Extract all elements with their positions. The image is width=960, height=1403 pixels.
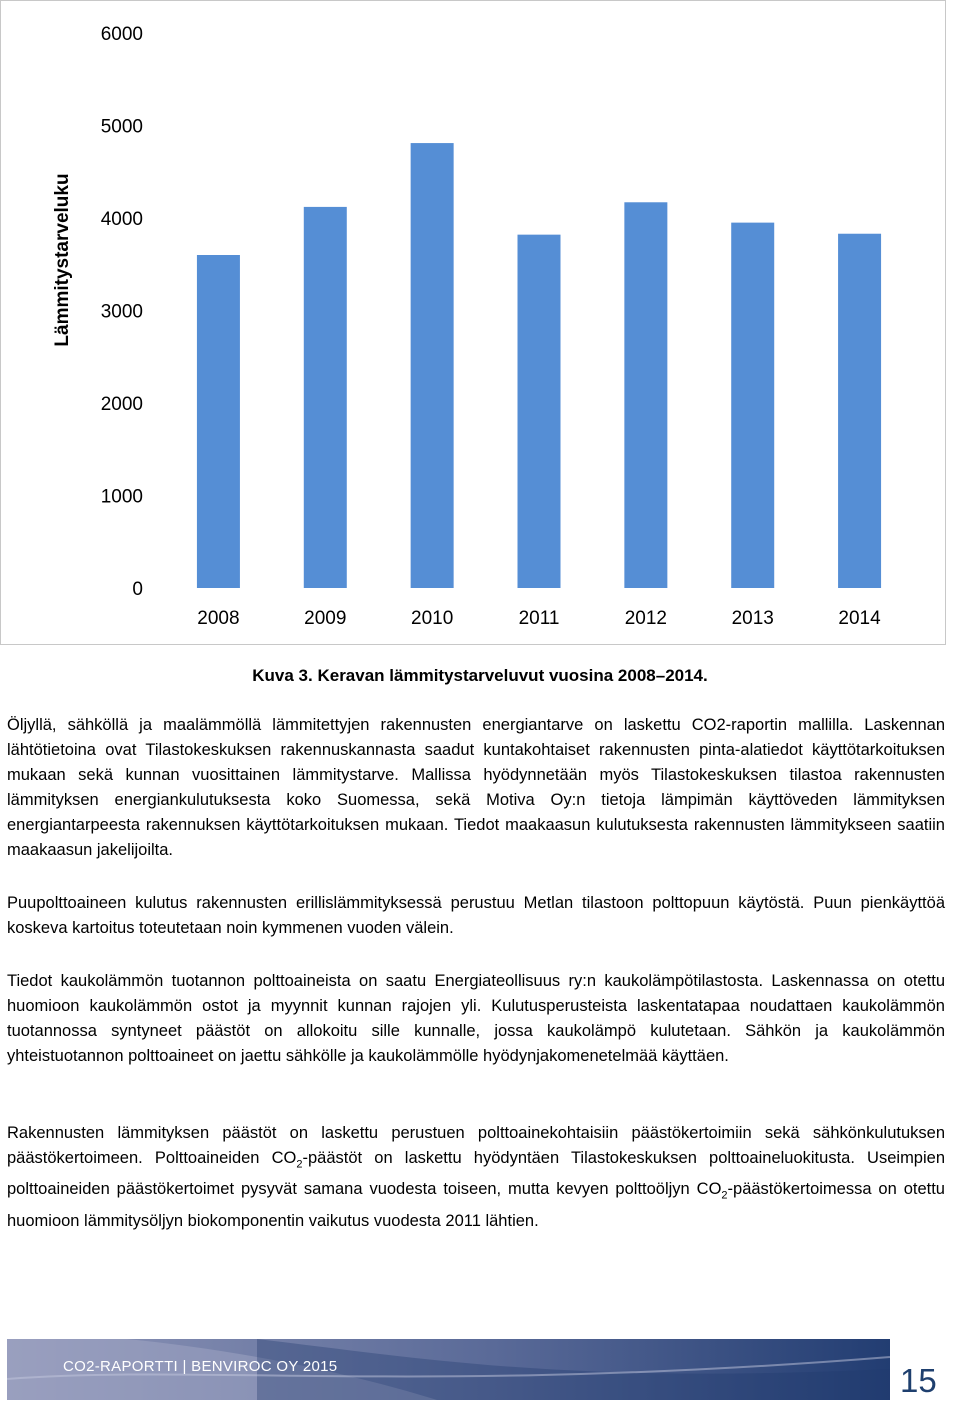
co2-subscript-2: 2 [721,1189,728,1202]
x-tick-label: 2011 [518,608,560,629]
paragraph-2 [7,891,945,941]
x-axis-ticks [197,608,881,629]
y-axis-ticks [101,24,143,600]
paragraph-1-text-cont: Mallissa hyödynnetään myös Tilastokeskuksen tilastoa rakennusten lämmityksen energiankulutuksesta koko Suomessa, sekä Motiva Oy:n tietoja lämpimän käyttöveden lämmityksen energiantarpeesta rakennuksen käyttötarkoituksen mukaan. Tiedot maakaasun kulutuksesta rakennusten lämmitykseen saatiin maakaasun jakelijoilta. [7,766,945,859]
y-tick-label: 0 [132,579,143,600]
bar-2010 [411,143,454,588]
x-tick-label: 2009 [304,608,347,629]
y-tick-label: 6000 [100,24,143,45]
bar-2009 [304,207,347,588]
chart-frame [0,0,946,645]
paragraph-4-text-c: -päästökertoimessa on otettu huomioon lämmitysöljyn biokomponentin vaikutus vuodesta 2011 lähtien. [7,1180,945,1230]
x-tick-label: 2014 [838,608,881,629]
paragraph-4 [7,1121,945,1234]
bar-2011 [518,235,561,588]
paragraph-1-text: Öljyllä, sähköllä ja maalämmöllä lämmitettyjen rakennusten energiantarve on laskettu CO2-raportin mallilla. Laskennan lähtötietoina ovat Tilastokeskuksen rakennuskannasta saadut kuntakohtaiset rakennusten pinta-alatiedot käyttötarkoituksen mukaan sekä kunnan vuosittainen lämmitystarve. [7,716,945,784]
bar-chart [1,1,947,646]
x-tick-label: 2008 [197,608,240,629]
y-tick-label: 4000 [100,209,143,230]
y-axis-label: Lämmitystarveluku [52,173,73,347]
page-number: 15 [900,1362,937,1399]
paragraph-4-text-b: -päästöt on laskettu hyödyntäen Tilastokeskuksen polttoaineluokitusta. Useimpien polttoaineiden päästökertoimet pysyvät samana vuodesta toiseen, mutta kevyen polttoöljyn CO [7,1149,946,1199]
footer-text: CO2-RAPORTTI | BENVIROC OY 2015 [63,1358,338,1375]
y-tick-label: 2000 [100,394,143,415]
y-tick-label: 3000 [100,301,143,323]
x-tick-label: 2013 [731,608,774,629]
bar-2008 [197,255,240,588]
paragraph-2-text: Puupolttoaineen kulutus rakennusten erillislämmityksessä perustuu Metlan tilastoon polttopuun käytöstä. Puun pienkäyttöä koskeva kartoitus toteutetaan noin kymmenen vuoden välein. [7,894,945,937]
footer-band [7,1339,890,1400]
paragraph-3-text: Tiedot kaukolämmön tuotannon polttoaineista on saatu Energiateollisuus ry:n kaukolämpötilastosta. Laskennassa on otettu huomioon kaukolämmön ostot ja myynnit kunnan rajojen yli. Kulutusperusteista laskentatapaa noudattaen kaukolämmön tuotannossa syntyneet päästöt on allokoitu sille kunnalle, jossa kaukolämpö kulutetaan. Sähkön ja kaukolämmön yhteistuotannon polttoaineet on jaettu sähkölle ja kaukolämmölle hyödynjakomenetelmää käyttäen. [7,972,945,1065]
co2-subscript-1: 2 [296,1158,303,1171]
y-tick-label: 1000 [100,486,143,508]
paragraph-3 [7,969,945,1069]
bar-2013 [731,223,774,588]
figure-caption: Kuva 3. Keravan lämmitystarveluvut vuosina 2008–2014. [252,666,708,685]
paragraph-4-text-a: Rakennusten lämmityksen päästöt on laskettu perustuen polttoainekohtaisiin päästökertoimiin sekä sähkönkulutuksen päästökertoimeen. Polttoaineiden CO [7,1124,945,1167]
bar-2012 [624,202,667,588]
bars [197,143,881,588]
paragraph-1 [7,713,945,863]
bar-2014 [838,234,881,588]
x-tick-label: 2010 [411,608,454,629]
y-tick-label: 5000 [100,116,143,138]
x-tick-label: 2012 [624,608,667,629]
